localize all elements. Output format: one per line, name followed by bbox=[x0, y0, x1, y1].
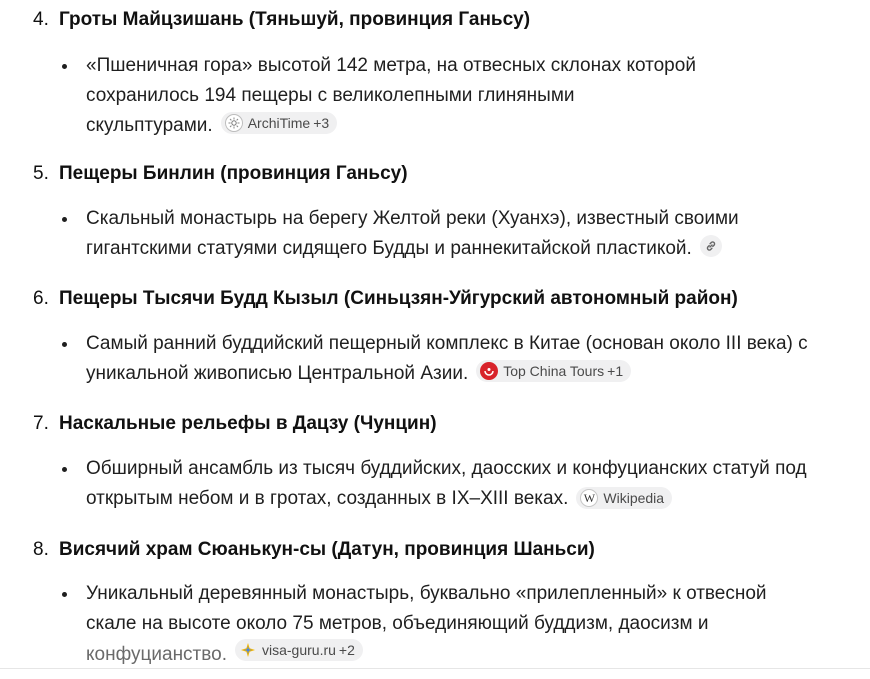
bullet-dot bbox=[62, 64, 67, 69]
description-text: открытым небом и в гротах, созданных в IX–XIII веках. bbox=[86, 488, 569, 509]
top-china-tours-icon bbox=[480, 362, 498, 380]
description-line: «Пшеничная гора» высотой 142 метра, на отвесных склонах которой bbox=[86, 55, 696, 76]
bullet-dot bbox=[62, 467, 67, 472]
link-icon bbox=[705, 240, 717, 252]
description-line bbox=[86, 484, 856, 514]
item-title: Пещеры Бинлин (провинция Ганьсу) bbox=[59, 163, 408, 184]
item-description bbox=[86, 204, 856, 264]
item-heading bbox=[33, 412, 437, 436]
bullet-dot bbox=[62, 342, 67, 347]
source-count: +3 bbox=[313, 115, 330, 131]
visa-guru-star-icon bbox=[239, 641, 257, 659]
source-count: +1 bbox=[607, 363, 624, 379]
source-link-chip[interactable] bbox=[700, 235, 722, 257]
description-text: уникальной живописью Центральной Азии. bbox=[86, 363, 469, 384]
item-number: 8. bbox=[33, 539, 49, 560]
source-chip[interactable] bbox=[576, 487, 672, 509]
item-heading bbox=[33, 8, 530, 32]
bottom-divider bbox=[0, 668, 870, 679]
description-text: скульптурами. bbox=[86, 115, 213, 136]
source-name: Top China Tours bbox=[503, 363, 605, 379]
item-title: Висячий храм Сюанькун-сы (Датун, провинция Шаньси) bbox=[59, 539, 595, 560]
item-description bbox=[86, 51, 856, 141]
description-line: сохранилось 194 пещеры с великолепными глиняными bbox=[86, 85, 575, 106]
item-title: Наскальные рельефы в Дацзу (Чунцин) bbox=[59, 413, 437, 434]
source-chip[interactable] bbox=[221, 112, 337, 134]
item-number: 4. bbox=[33, 9, 49, 30]
description-line: Скальный монастырь на берегу Желтой реки (Хуанхэ), известный своими bbox=[86, 208, 739, 229]
source-name: Wikipedia bbox=[603, 490, 665, 506]
archi-sun-icon bbox=[225, 114, 243, 132]
item-heading bbox=[33, 538, 595, 562]
bullet-dot bbox=[62, 217, 67, 222]
description-line: Самый ранний буддийский пещерный комплекс в Китае (основан около III века) с bbox=[86, 333, 808, 354]
source-chip[interactable] bbox=[476, 360, 631, 382]
source-count: +2 bbox=[338, 642, 355, 658]
description-line bbox=[86, 359, 856, 389]
item-heading bbox=[33, 287, 738, 311]
description-line: скале на высоте около 75 метров, объединяющий буддизм, даосизм и bbox=[86, 613, 709, 634]
description-line bbox=[86, 111, 856, 141]
item-number: 5. bbox=[33, 163, 49, 184]
description-line bbox=[86, 234, 856, 264]
source-name: visa-guru.ru bbox=[262, 642, 336, 658]
description-line: Обширный ансамбль из тысяч буддийских, даосских и конфуцианских статуй под bbox=[86, 458, 807, 479]
source-name: ArchiTime bbox=[247, 115, 311, 131]
description-line: Уникальный деревянный монастырь, буквально «прилепленный» к отвесной bbox=[86, 583, 767, 604]
wikipedia-icon: W bbox=[580, 489, 598, 507]
source-chip[interactable] bbox=[235, 639, 363, 661]
bullet-dot bbox=[62, 592, 67, 597]
item-title: Пещеры Тысячи Будд Кызыл (Синьцзян-Уйгурский автономный район) bbox=[59, 288, 738, 309]
item-number: 7. bbox=[33, 413, 49, 434]
item-description bbox=[86, 329, 856, 389]
description-text: гигантскими статуями сидящего Будды и раннекитайской пластикой. bbox=[86, 238, 692, 259]
item-description bbox=[86, 454, 856, 514]
item-description bbox=[86, 579, 856, 670]
item-number: 6. bbox=[33, 288, 49, 309]
item-title: Гроты Майцзишань (Тяньшуй, провинция Ганьсу) bbox=[59, 9, 531, 30]
description-text: конфуцианство. bbox=[86, 644, 227, 665]
description-line bbox=[86, 639, 856, 670]
item-heading bbox=[33, 162, 408, 186]
